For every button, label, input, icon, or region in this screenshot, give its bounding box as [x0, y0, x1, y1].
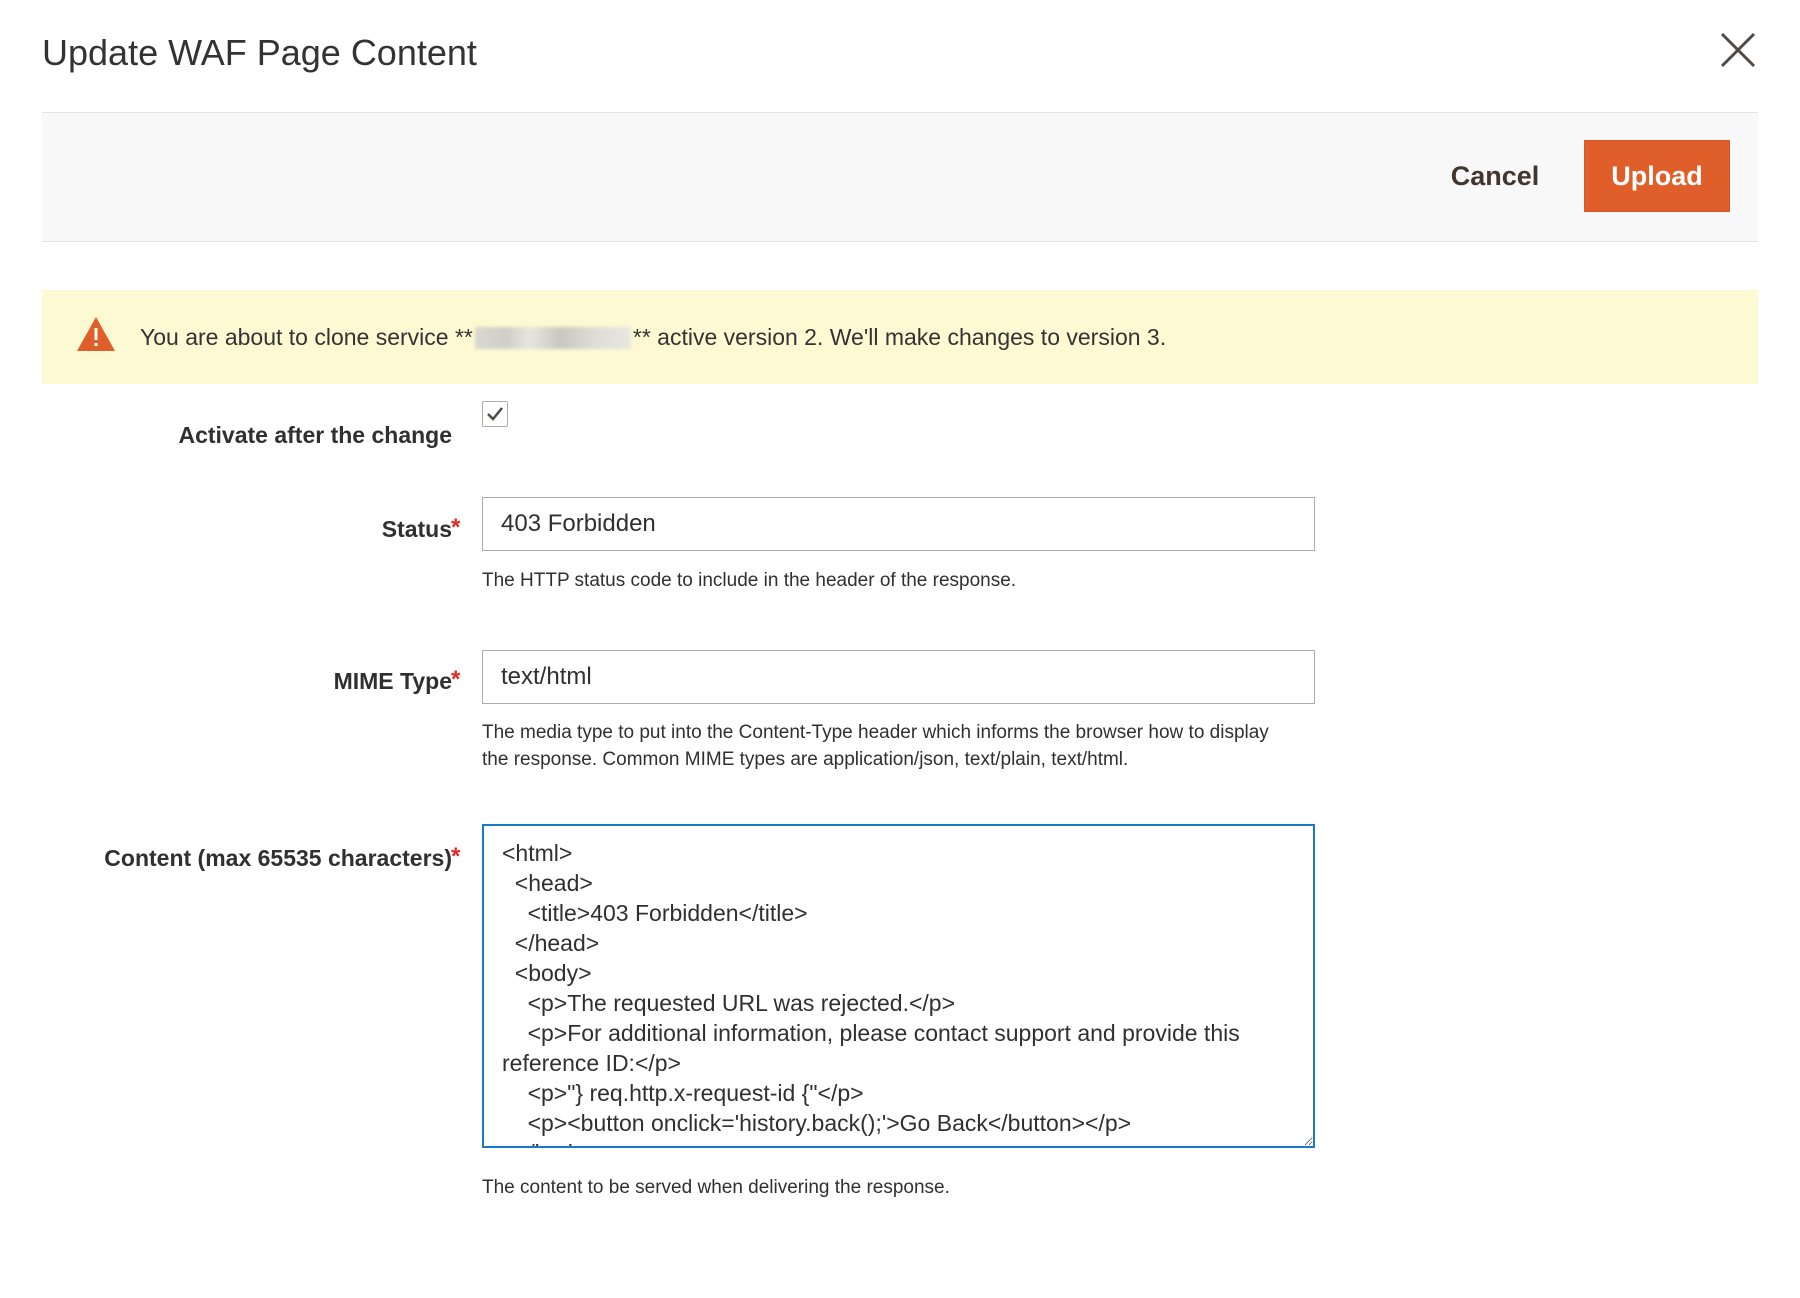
activate-checkbox[interactable]	[482, 401, 508, 427]
warning-text-before: You are about to clone service **	[140, 324, 473, 350]
modal-title: Update WAF Page Content	[42, 32, 477, 73]
status-required-mark: *	[451, 514, 461, 541]
content-note: The content to be served when delivering the response.	[482, 1177, 950, 1198]
checkmark-icon	[483, 402, 507, 426]
activate-label: Activate after the change	[178, 422, 452, 448]
warning-text-after: ** active version 2. We'll make changes to version 3.	[632, 324, 1167, 350]
close-icon	[1718, 30, 1758, 70]
redacted-service-name	[475, 327, 631, 349]
warning-triangle-icon	[76, 316, 116, 352]
upload-button[interactable]: Upload	[1584, 140, 1730, 212]
mime-type-note: The media type to put into the Content-Type header which informs the browser how to display the response. Common MIME types are application/json, text/plain, text/html.	[482, 722, 1269, 770]
status-note: The HTTP status code to include in the header of the response.	[482, 570, 1017, 591]
cancel-button[interactable]: Cancel	[1420, 140, 1570, 212]
content-label: Content (max 65535 characters)	[104, 845, 452, 871]
mime-type-label: MIME Type	[333, 668, 452, 694]
content-required-mark: *	[451, 843, 461, 870]
warning-message	[42, 290, 1758, 384]
warning-text	[140, 324, 1166, 351]
mime-type-input[interactable]	[482, 650, 1315, 704]
close-button[interactable]	[1718, 30, 1758, 70]
status-label: Status	[381, 516, 452, 542]
mime-type-required-mark: *	[451, 666, 461, 693]
status-input[interactable]	[482, 497, 1315, 551]
content-textarea[interactable]	[482, 824, 1315, 1148]
